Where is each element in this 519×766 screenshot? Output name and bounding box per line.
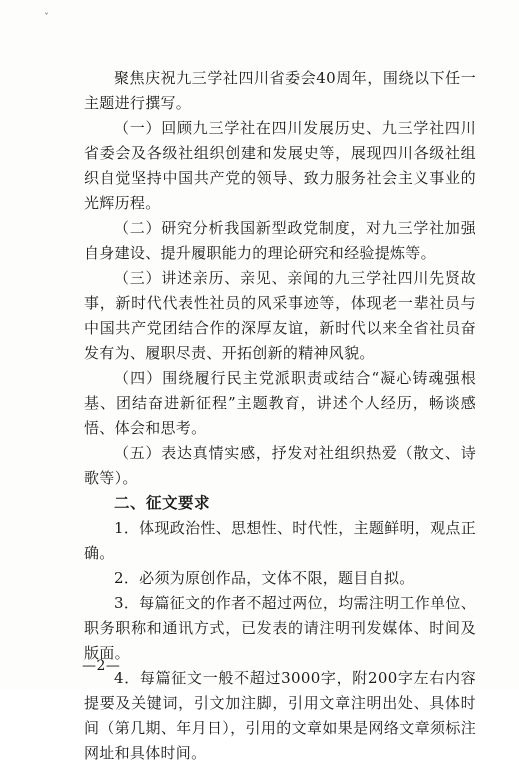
- paragraph-topic-4: （四）围绕履行民主党派职责或结合“凝心铸魂强根基、团结奋进新征程”主题教育，讲述个人经历，畅谈感悟、体会和思考。: [84, 369, 476, 437]
- requirement-2: 2．必须为原创作品，文体不限，题目自拟。: [114, 569, 415, 587]
- paragraph-topic-3: （三）讲述亲历、亲见、亲闻的九三学社四川先贤故事，新时代代表性社员的风采事迹等，体现老一辈社员与中国共产党团结合作的深厚友谊，新时代以来全省社员奋发有为、履职尽责、开拓创新的精神风貌。: [84, 269, 476, 362]
- document-body: [84, 66, 476, 766]
- requirement-1: 1．体现政治性、思想性、时代性，主题鲜明，观点正确。: [84, 519, 476, 562]
- paragraph-intro: 聚焦庆祝九三学社四川省委会40周年，围绕以下任一主题进行撰写。: [84, 69, 476, 112]
- requirement-4: 4．每篇征文一般不超过3000字，附200字左右内容提要及关键词，引文加注脚，引用文章注明出处、具体时间（第几期、年月日），引用的文章如果是网络文章须标注网址和具体时间。: [84, 669, 476, 762]
- page-number: —2—: [82, 658, 121, 674]
- requirement-3: 3．每篇征文的作者不超过两位，均需注明工作单位、职务职称和通讯方式，已发表的请注明刊发媒体、时间及版面。: [84, 594, 476, 662]
- section-heading: 二、征文要求: [114, 494, 211, 512]
- paragraph-topic-5: （五）表达真情实感，抒发对社组织热爱（散文、诗歌等）。: [84, 444, 476, 487]
- paragraph-topic-2: （二）研究分析我国新型政党制度，对九三学社加强自身建设、提升履职能力的理论研究和经验提炼等。: [84, 219, 476, 262]
- paragraph-topic-1: （一）回顾九三学社在四川发展历史、九三学社四川省委会及各级社组织创建和发展史等，展现四川各级社组织自觉坚持中国共产党的领导、致力服务社会主义事业的光辉历程。: [84, 119, 476, 212]
- corner-mark: ˇ: [44, 13, 49, 24]
